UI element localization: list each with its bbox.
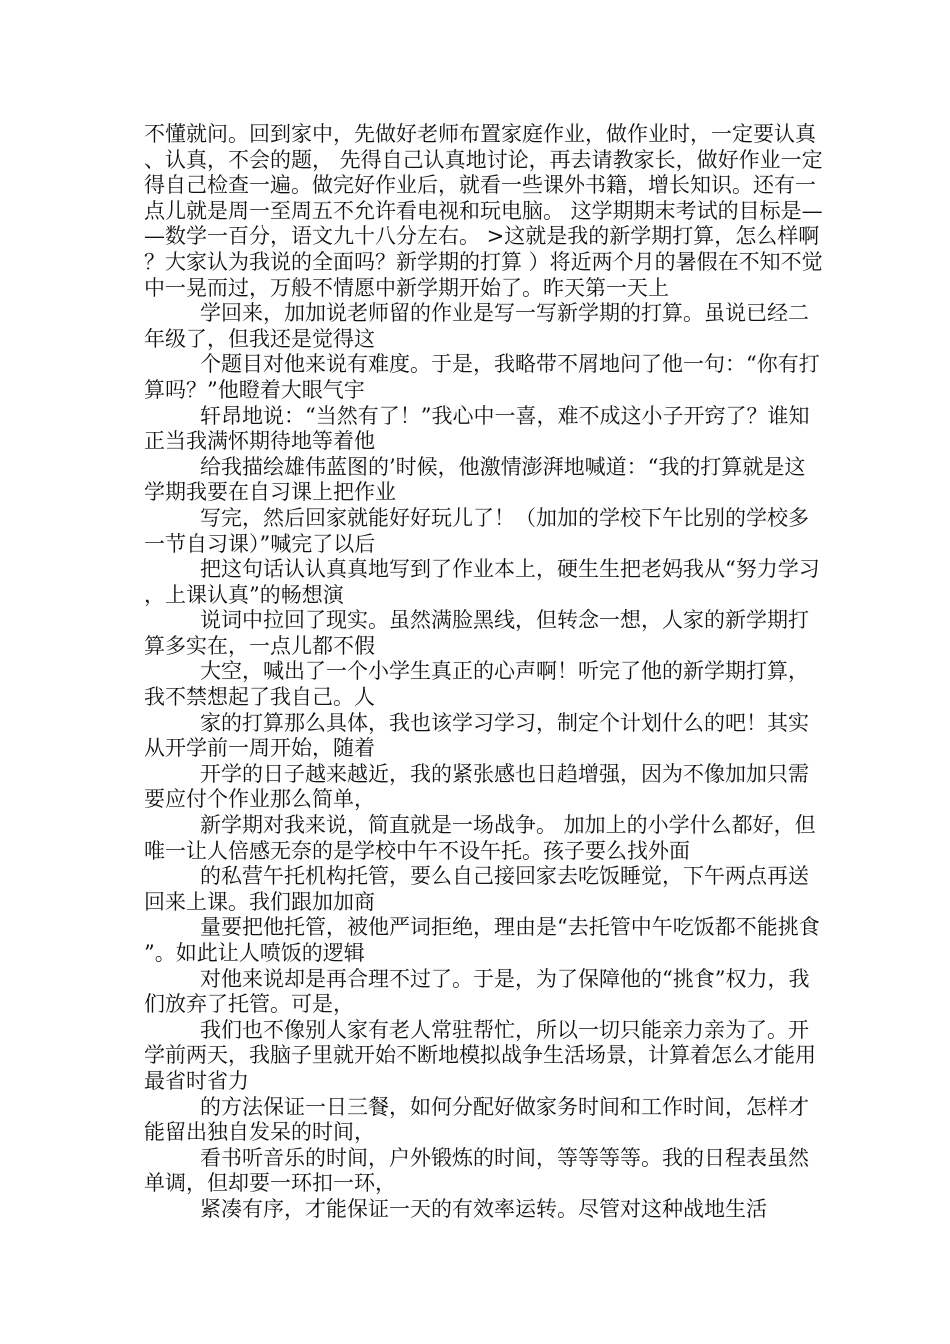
paragraph: 大空，喊出了一个小学生真正的心声啊！听完了他的新学期打算，我不禁想起了我自己。人 — [144, 659, 809, 710]
paragraph: 的私营午托机构托管，要么自己接回家去吃饭睡觉，下午两点再送回来上课。我们跟加加商 — [144, 864, 809, 914]
paragraph: 看书听音乐的时间，户外锻炼的时间，等等等等。我的日程表虽然单调，但却要一环扣一环， — [144, 1145, 809, 1196]
paragraph: 量要把他托管，被他严词拒绝，理由是“去托管中午吃饭都不能挑食”。如此让人喷饭的逻辑 — [144, 915, 820, 965]
paragraph: 我们也不像别人家有老人常驻帮忙，所以一切只能亲力亲为了。开学前两天，我脑子里就开始不断地模拟战争生活场景，计算着怎么才能用最省时省力 — [144, 1017, 816, 1093]
paragraph: 开学的日子越来越近，我的紧张感也日趋增强，因为不像加加只需要应付个作业那么简单， — [144, 761, 809, 812]
paragraph: 的方法保证一日三餐，如何分配好做家务时间和工作时间，怎样才能留出独自发呆的时间， — [144, 1094, 809, 1145]
paragraph: 学回来，加加说老师留的作业是写一写新学期的打算。虽说已经二年级了，但我还是觉得这 — [144, 301, 809, 351]
paragraph: 给我描绘雄伟蓝图的’时候，他激情澎湃地喊道：“我的打算就是这学期我要在自习课上把作业 — [144, 454, 806, 505]
paragraph: 家的打算那么具体，我也该学习学习，制定个计划什么的吧！其实从开学前一周开始，随着 — [144, 710, 809, 761]
paragraph: 把这句话认认真真地写到了作业本上，硬生生把老妈我从“努力学习，上课认真”的畅想演 — [144, 557, 820, 607]
paragraph: 对他来说却是再合理不过了。于是，为了保障他的“挑食”权力，我们放弃了托管。可是， — [144, 966, 810, 1017]
paragraph: 新学期对我来说，简直就是一场战争。 加加上的小学什么都好，但唯一让人倍感无奈的是学校中午不设午托。孩子要么找外面 — [144, 813, 816, 863]
paragraph: 轩昂地说：“当然有了！”我心中一喜，难不成这小子开窍了？谁知正当我满怀期待地等着他 — [144, 403, 810, 454]
paragraph: 写完，然后回家就能好好玩儿了！（加加的学校下午比别的学校多一节自习课）”喊完了以后 — [144, 505, 809, 556]
document-body — [144, 122, 824, 1223]
paragraph: 不懂就问。回到家中，先做好老师布置家庭作业，做作业时，一定要认真、认真，不会的题， 先得自己认真地讨论，再去请教家长，做好作业一定得自己检查一遍。做完好作业后，就看一些课外书籍，增长知识。还有一点儿就是周一至周五不允许看电视和玩电脑。 这学期期末考试的目标是——数学一百分，语文九十八分左右。 >这就是我的新学期打算，怎么样啊？大家认为我说的全面吗？新学期的打算 ）将近两个月的暑假在不知不觉中一晃而过，万般不情愿中新学期开始了。昨天第一天上 — [144, 122, 823, 300]
paragraph: 个题目对他来说有难度。于是，我略带不屑地问了他一句：“你有打算吗？”他瞪着大眼气宇 — [144, 352, 820, 402]
paragraph: 说词中拉回了现实。虽然满脸黑线，但转念一想，人家的新学期打算多实在，一点儿都不假 — [144, 608, 809, 658]
paragraph: 紧凑有序，才能保证一天的有效率运转。尽管对这种战地生活 — [200, 1196, 767, 1221]
